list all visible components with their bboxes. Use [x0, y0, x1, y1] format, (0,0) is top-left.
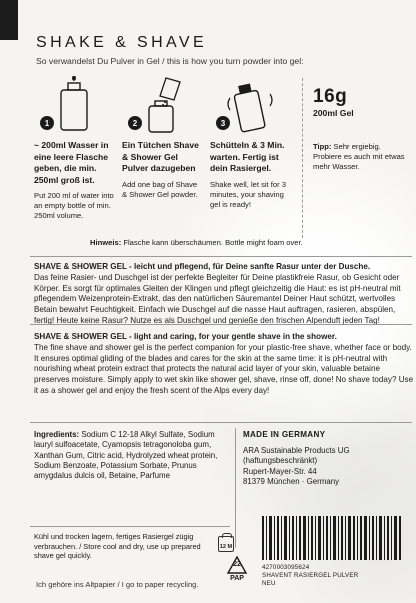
divider	[30, 324, 412, 325]
step-description: Add one bag of Shave & Shower Gel powder.	[122, 179, 198, 199]
storage-instructions: Kühl und trocken lagern, fertiges Rasiergel zügig verbrauchen. / Store cool and dry, use up prepared shave gel quickly.	[34, 532, 201, 560]
net-weight: 16g	[313, 86, 348, 107]
description-german	[34, 262, 414, 327]
step-description: Shake well, let sit for 3 minutes, your shaving gel is ready!	[210, 179, 286, 209]
page-title: SHAKE & SHAVE	[36, 34, 208, 51]
recycling-triangle-icon	[227, 556, 247, 574]
recycle-note: Ich gehöre ins Altpapier / I go to paper recycling.	[36, 580, 199, 589]
recycling-number: 22	[233, 561, 241, 568]
hint	[90, 238, 303, 247]
divider	[30, 526, 230, 527]
address-line: Rupert-Mayer-Str. 44	[243, 466, 317, 476]
step-number: 3	[216, 116, 230, 130]
manufacturer-address	[243, 446, 413, 488]
description-headline: SHAVE & SHOWER GEL - leicht und pflegend, für Deine sanfte Rasur unter der Dusche.	[34, 262, 371, 271]
ingredients	[34, 430, 230, 481]
pao-label: 12 M	[219, 544, 233, 550]
water-bottle-icon	[34, 76, 116, 134]
tip-box	[313, 142, 405, 172]
description-headline: SHAVE & SHOWER GEL - light and caring, for your gentle shave in the shower.	[34, 332, 337, 341]
address-line: 81379 München · Germany	[243, 477, 340, 487]
recycling-symbol	[226, 556, 248, 586]
address-line: ARA Sustainable Products UG	[243, 446, 350, 455]
instruction-steps	[34, 76, 284, 248]
step-heading: Ein Tütchen Shave & Shower Gel Pulver dazugeben	[122, 140, 199, 173]
gel-yield: 200ml Gel	[313, 108, 354, 118]
step-1	[34, 76, 116, 221]
page-subtitle: So verwandelst Du Pulver in Gel / this is how you turn powder into gel:	[36, 56, 304, 66]
step-description: Put 200 ml of water into an empty bottle of min. 250ml volume.	[34, 191, 114, 220]
description-english	[34, 332, 414, 397]
ingredients-list: Sodium C 12-18 Alkyl Sulfate, Sodium lauryl sulfoacetate, Cyamopsis tetragonoloba gum, Xanthan Gum, Citric acid, Hydrolyzed wheat protein, Sodium Benzoate, Potassium Sorbate, Prunus amygdalus dulcis oil, Betaine, Parfume	[34, 430, 218, 481]
tip-text: Sehr ergiebig. Probiere es auch mit etwas mehr Wasser.	[313, 142, 405, 171]
hint-label: Hinweis:	[90, 238, 122, 247]
ingredients-label: Ingredients:	[34, 430, 80, 439]
divider-vertical	[235, 428, 236, 548]
description-body: The fine shave and shower gel is the perfect companion for your plastic-free shave, whether face or body. It ensures optimal gliding of the blades and cares for the skin at the same time: it is pH-neutral with nourishing wheat protein extract that protects the natural acid layer of your skin, valuable betaine preserves moisture. Simply apply to wet skin like shower gel, shave, rinse off, done! No shave today? Use it as a shower gel and enjoy the fresh scent of the Alps every day!	[34, 342, 414, 395]
step-heading: Schütteln & 3 Min. warten. Fertig ist dein Rasiergel.	[210, 140, 285, 173]
step-3	[210, 76, 292, 210]
barcode-tag: NEU	[262, 580, 276, 587]
divider	[30, 256, 412, 257]
barcode-product-line: SHAVENT RASIERGEL PULVER	[262, 572, 359, 579]
barcode-number: 4270003095624	[262, 564, 310, 571]
corner-block	[0, 0, 18, 40]
powder-sachet-icon	[122, 76, 204, 134]
made-in-label: MADE IN GERMANY	[243, 430, 326, 439]
step-number: 2	[128, 116, 142, 130]
recycling-code: PAP	[230, 575, 244, 582]
barcode-caption	[262, 564, 358, 588]
hint-text: Flasche kann überschäumen. Bottle might foam over.	[123, 238, 303, 247]
barcode	[262, 516, 402, 560]
divider-vertical	[302, 78, 303, 238]
tip-label: Tipp:	[313, 142, 332, 151]
description-body: Das feine Rasier- und Duschgel ist der perfekte Begleiter für Deine plastikfreie Rasur, ob Gesicht oder Körper. Es sorgt für optimales Gleiten der Klingen und pflegt gleichzeitig die Haut: es ist pH-neutral mit pflegendem Weizenprotein-Extrakt, das den natürlichen Säuremantel Deiner Haut schützt, wertvolles Betain bewahrt Feuchtigkeit. Einfach wie Duschgel auf die nasse Haut auftragen, rasieren, abspülen, fertig! Heute keine Rasur? Nutze es als Duschgel und genieße den frischen Alpenduft jeden Tag!	[34, 272, 401, 325]
shaking-bottle-icon	[210, 76, 292, 134]
step-2	[122, 76, 204, 200]
step-heading: ~ 200ml Wasser in eine leere Flasche geben, die min. 250ml groß ist.	[34, 140, 109, 185]
divider	[30, 422, 412, 423]
period-after-opening-icon	[218, 536, 234, 552]
step-number: 1	[40, 116, 54, 130]
address-line: (haftungsbeschränkt)	[243, 456, 318, 466]
